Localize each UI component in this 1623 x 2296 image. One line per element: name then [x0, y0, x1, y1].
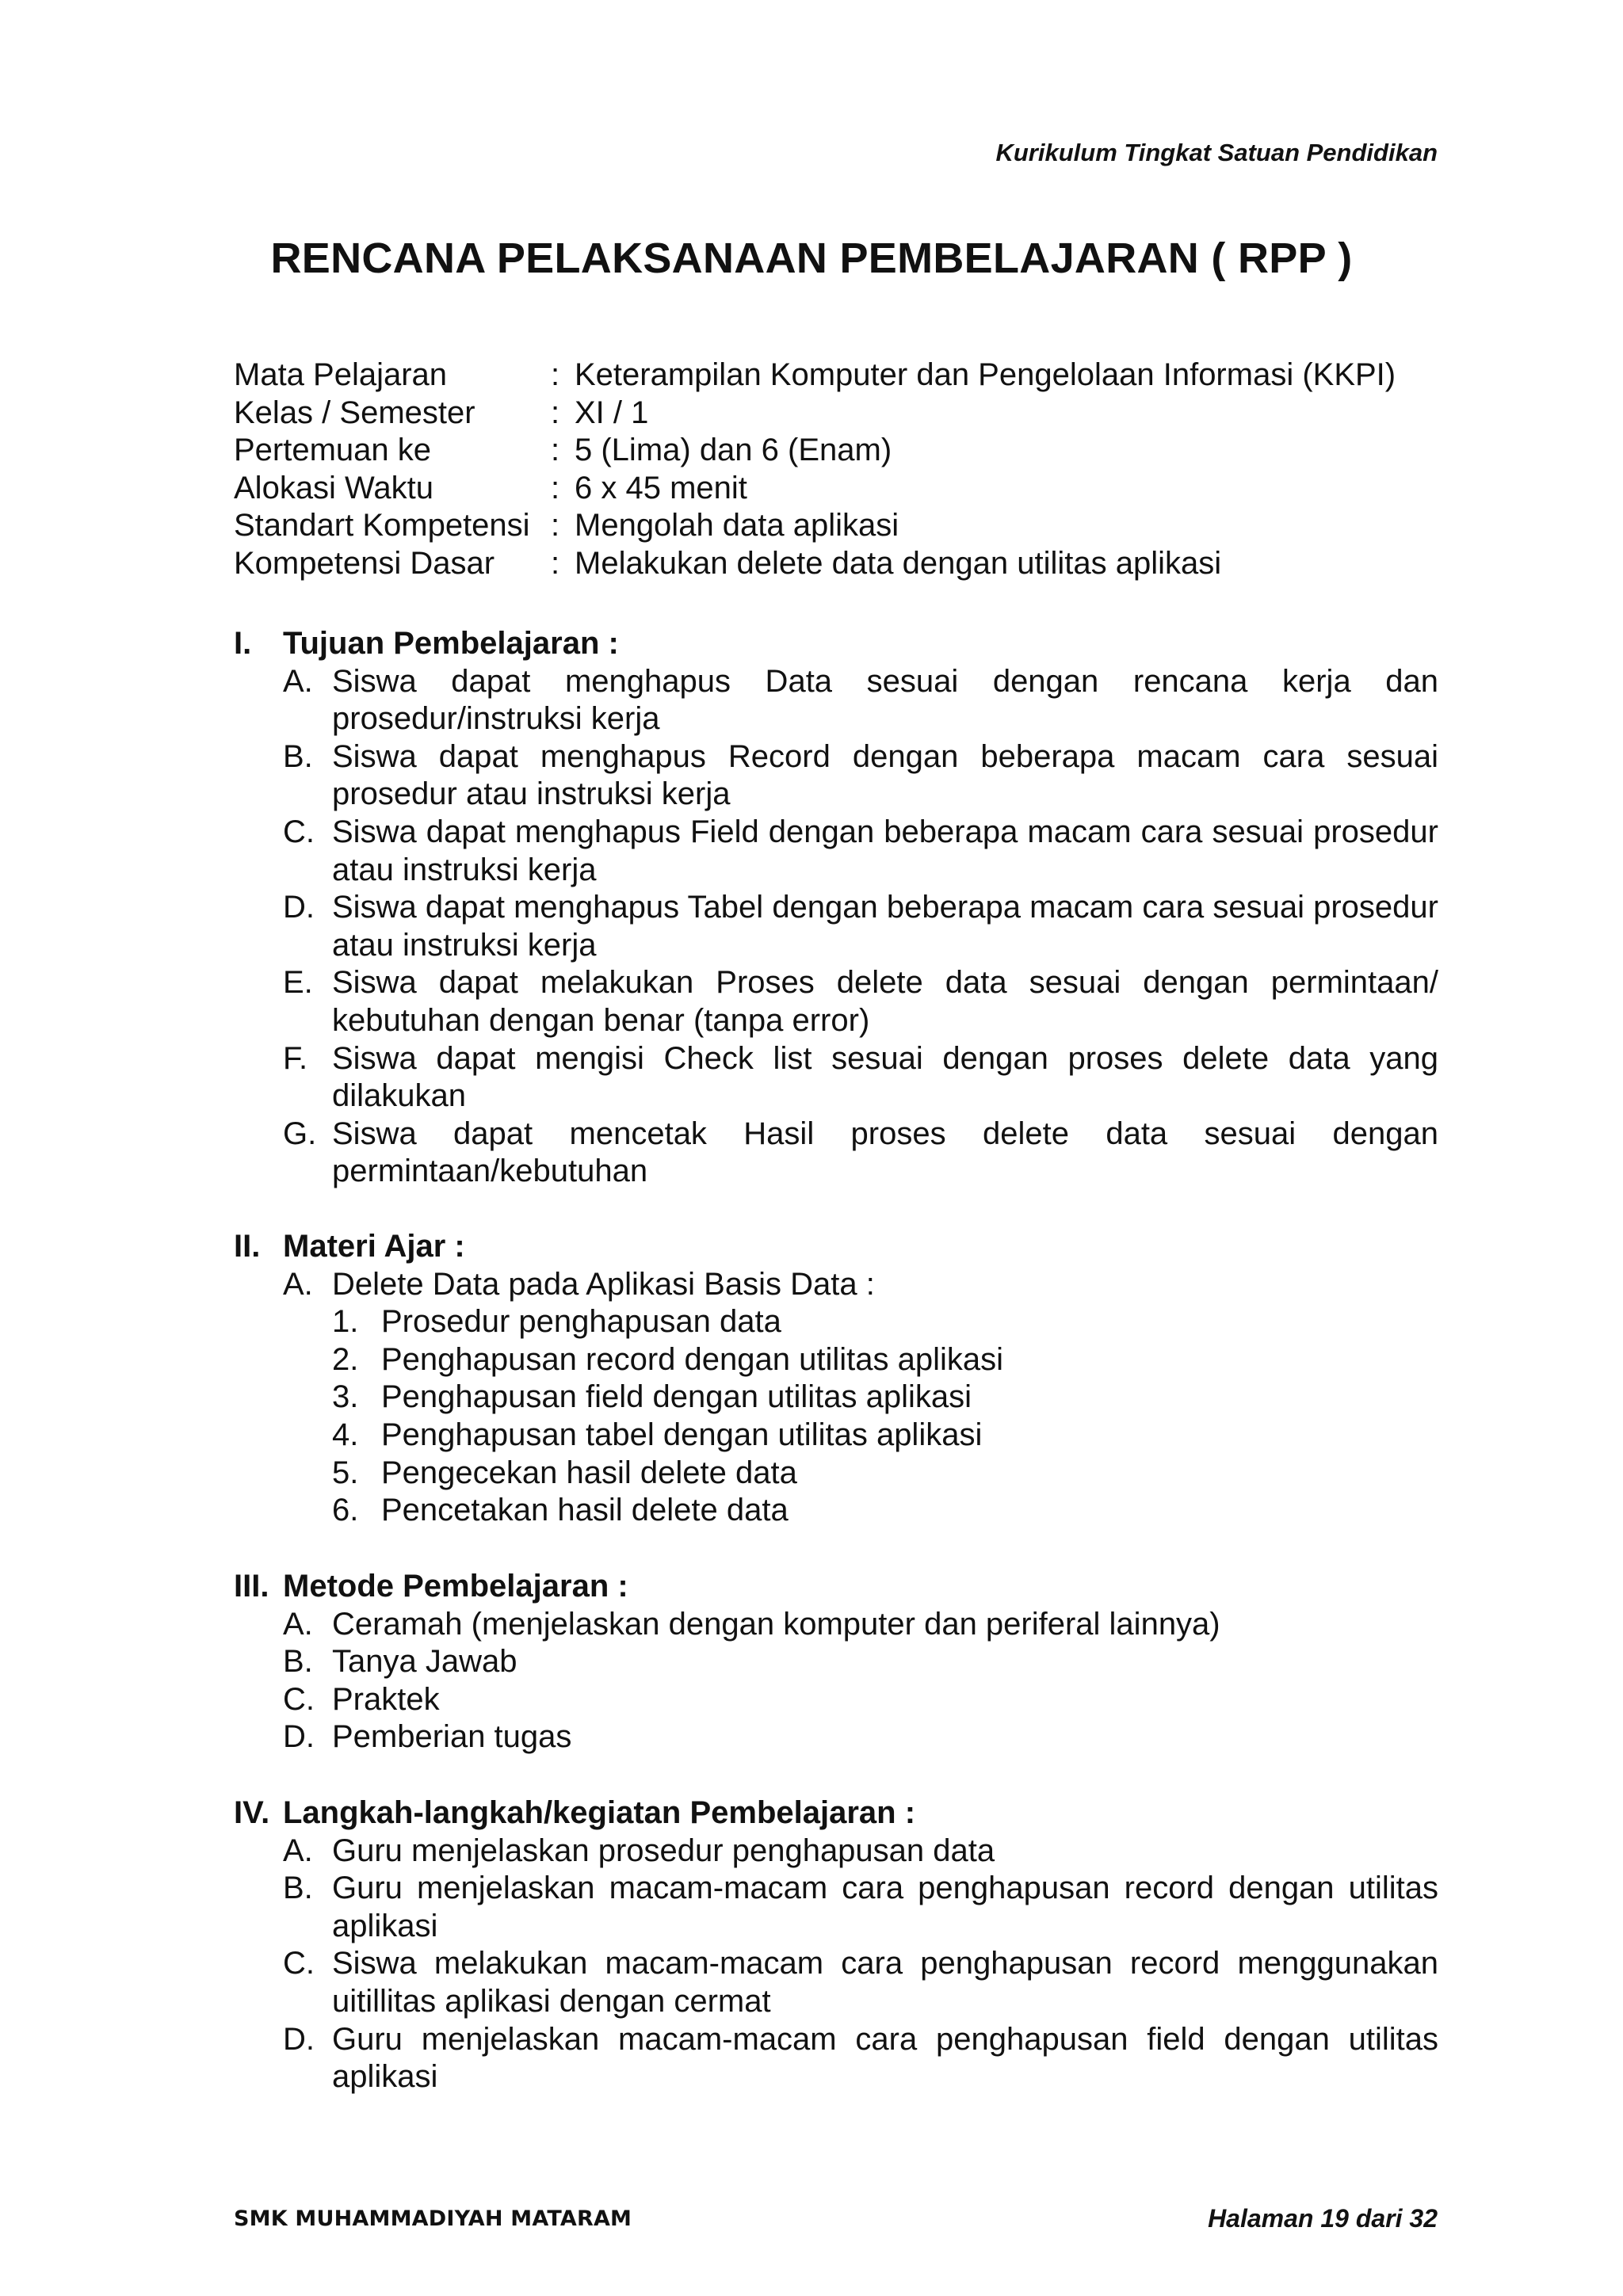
info-label: Pertemuan ke	[234, 433, 432, 468]
list-text: Siswa melakukan macam-macam cara penghapusan record menggunakan uitillitas aplikasi dengan cermat	[332, 1946, 1438, 2019]
info-row-basic-competency	[234, 545, 1446, 583]
list-marker: C.	[283, 814, 315, 849]
info-separator: :	[551, 357, 560, 392]
info-label: Standart Kompetensi	[234, 508, 530, 543]
page-title: RENCANA PELAKSANAAN PEMBELAJARAN ( RPP )	[270, 235, 1353, 282]
list-item	[283, 1681, 1438, 1719]
info-separator: :	[551, 545, 560, 581]
sub-list-text: Penghapusan tabel dengan utilitas aplikasi	[381, 1417, 983, 1452]
sub-list-marker: 6.	[332, 1493, 359, 1528]
list-marker: F.	[283, 1040, 308, 1076]
list-text: Guru menjelaskan macam-macam cara penghapusan record dengan utilitas aplikasi	[332, 1871, 1438, 1943]
list-text: Pemberian tugas	[332, 1719, 572, 1755]
section-number: II.	[234, 1229, 261, 1264]
lesson-info	[234, 357, 1446, 583]
sub-list-marker: 5.	[332, 1455, 359, 1490]
list-text: Delete Data pada Aplikasi Basis Data :	[332, 1266, 875, 1302]
info-value: 6 x 45 menit	[575, 470, 747, 505]
info-label: Kelas / Semester	[234, 395, 475, 430]
info-value: Mengolah data aplikasi	[575, 508, 899, 543]
list-item	[283, 2021, 1438, 2096]
sub-list-item	[332, 1303, 1438, 1341]
info-separator: :	[551, 470, 560, 505]
section-number: IV.	[234, 1795, 270, 1830]
sub-list-text: Pengecekan hasil delete data	[381, 1455, 797, 1490]
info-row-meeting	[234, 432, 1446, 470]
section-title: Materi Ajar :	[283, 1229, 465, 1264]
list-marker: B.	[283, 1644, 313, 1680]
list-marker: G.	[283, 1116, 317, 1151]
info-label: Kompetensi Dasar	[234, 545, 495, 581]
list-item	[283, 1718, 1438, 1756]
footer-school-name: SMK MUHAMMADIYAH MATARAM	[234, 2206, 632, 2231]
sub-list-text: Prosedur penghapusan data	[381, 1304, 781, 1340]
sub-list-item	[332, 1417, 1438, 1455]
list-text: Guru menjelaskan macam-macam cara penghapusan field dengan utilitas aplikasi	[332, 2021, 1438, 2095]
list-item	[283, 738, 1438, 814]
list-item	[283, 1040, 1438, 1116]
list-text: Siswa dapat mengisi Check list sesuai dengan proses delete data yang dilakukan	[332, 1040, 1438, 1114]
section-teaching-material	[234, 1228, 1438, 1530]
list-marker: A.	[283, 1266, 313, 1302]
info-row-time	[234, 470, 1446, 508]
sub-list-item	[332, 1492, 1438, 1530]
list-text: Siswa dapat menghapus Tabel dengan beberapa macam cara sesuai prosedur atau instruksi kerja	[332, 890, 1438, 963]
list-marker: C.	[283, 1681, 315, 1717]
list-marker: D.	[283, 2021, 315, 2057]
list-marker: B.	[283, 1871, 313, 1906]
info-row-class-semester	[234, 395, 1446, 433]
list-item	[283, 1870, 1438, 1945]
list-marker: D.	[283, 1719, 315, 1755]
section-title: Metode Pembelajaran :	[283, 1569, 628, 1604]
list-text: Guru menjelaskan prosedur penghapusan data	[332, 1833, 995, 1868]
info-label: Alokasi Waktu	[234, 470, 433, 505]
list-text: Siswa dapat melakukan Proses delete data sesuai dengan permintaan/ kebutuhan dengan benar (tanpa error)	[332, 965, 1438, 1038]
list-text: Siswa dapat menghapus Record dengan beberapa macam cara sesuai prosedur atau instruksi kerja	[332, 738, 1438, 812]
info-value: Melakukan delete data dengan utilitas aplikasi	[575, 545, 1222, 581]
info-value: Keterampilan Komputer dan Pengelolaan Informasi (KKPI)	[575, 357, 1396, 392]
sub-list-marker: 4.	[332, 1417, 359, 1452]
list-marker: A.	[283, 663, 313, 699]
list-item	[283, 1606, 1438, 1644]
info-value: 5 (Lima) dan 6 (Enam)	[575, 433, 892, 468]
section-heading	[234, 625, 1438, 663]
section-title: Langkah-langkah/kegiatan Pembelajaran :	[283, 1795, 916, 1830]
sub-list-item	[332, 1455, 1438, 1493]
info-separator: :	[551, 508, 560, 543]
list-marker: A.	[283, 1606, 313, 1642]
sub-list-marker: 3.	[332, 1379, 359, 1415]
section-learning-objectives	[234, 625, 1438, 1191]
list-item	[283, 814, 1438, 889]
section-heading	[234, 1228, 1438, 1266]
sub-list-marker: 1.	[332, 1304, 359, 1340]
list-text: Siswa dapat mencetak Hasil proses delete data sesuai dengan permintaan/kebutuhan	[332, 1116, 1438, 1189]
list-text: Siswa dapat menghapus Data sesuai dengan rencana kerja dan prosedur/instruksi kerja	[332, 663, 1438, 737]
section-learning-steps	[234, 1794, 1438, 2096]
list-item	[283, 889, 1438, 964]
list-item	[283, 1266, 1438, 1304]
list-item	[283, 1643, 1438, 1681]
list-item	[283, 1945, 1438, 2020]
section-heading	[234, 1794, 1438, 1833]
info-separator: :	[551, 395, 560, 430]
info-label: Mata Pelajaran	[234, 357, 448, 392]
info-value: XI / 1	[575, 395, 649, 430]
info-row-standard-competency	[234, 507, 1446, 545]
info-separator: :	[551, 433, 560, 468]
sub-list-text: Penghapusan field dengan utilitas aplikasi	[381, 1379, 972, 1415]
list-item	[283, 1116, 1438, 1191]
section-number: III.	[234, 1569, 269, 1604]
list-text: Tanya Jawab	[332, 1644, 517, 1680]
list-item	[283, 663, 1438, 738]
section-number: I.	[234, 626, 252, 661]
footer-page-number: Halaman 19 dari 32	[1208, 2204, 1438, 2233]
list-marker: D.	[283, 890, 315, 925]
section-title: Tujuan Pembelajaran :	[283, 626, 619, 661]
sub-list-text: Penghapusan record dengan utilitas aplikasi	[381, 1341, 1003, 1377]
sub-list-item	[332, 1341, 1438, 1379]
list-marker: B.	[283, 738, 313, 774]
list-marker: E.	[283, 965, 313, 1001]
list-item	[283, 964, 1438, 1039]
list-text: Ceramah (menjelaskan dengan komputer dan periferal lainnya)	[332, 1606, 1220, 1642]
list-text: Siswa dapat menghapus Field dengan beberapa macam cara sesuai prosedur atau instruksi kerja	[332, 814, 1438, 887]
sub-list-text: Pencetakan hasil delete data	[381, 1493, 789, 1528]
curriculum-note: Kurikulum Tingkat Satuan Pendidikan	[995, 139, 1438, 166]
list-marker: C.	[283, 1946, 315, 1981]
sub-list-marker: 2.	[332, 1341, 359, 1377]
section-heading	[234, 1568, 1438, 1606]
list-item	[283, 1833, 1438, 1871]
list-marker: A.	[283, 1833, 313, 1868]
list-text: Praktek	[332, 1681, 440, 1717]
info-row-subject	[234, 357, 1446, 395]
section-teaching-methods	[234, 1568, 1438, 1756]
sub-list-item	[332, 1379, 1438, 1417]
